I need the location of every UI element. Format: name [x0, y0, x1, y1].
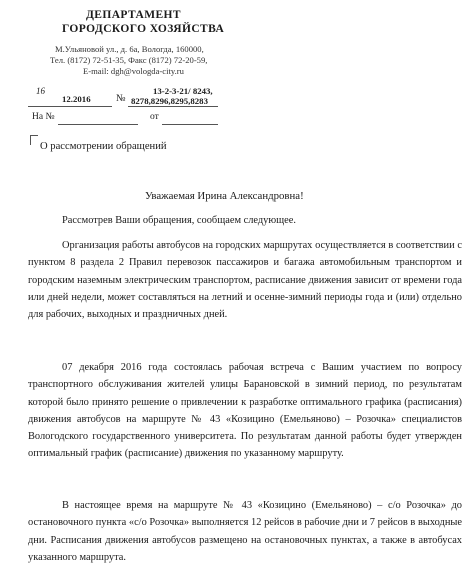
- paragraph-schedule: В настоящее время на маршруте № 43 «Козицино (Емельяново) – с/о Розочка» до остановочного пункта «с/о Розочка» выполняется 12 рейсов в рабочие дни и 7 рейсов в выходные дни. Расписания движения автобусов размещено на остановочных пунктах, а также в автобусах указанного маршрута.: [28, 500, 462, 563]
- number-line1: 13-2-3-21/ 8243,: [153, 86, 213, 96]
- paragraph-rules: Организация работы автобусов на городских маршрутах осуществляется в соответствии с пунктом 8 раздела 2 Правил перевозок пассажиров и багажа автомобильным транспортом и городским наземным электрическим транспортом, расписание движения зависит от времени года или дней недели, может составляться на летний и осенне-зимний периоды года и (или) отдельно для рабочих, выходных и праздничных дней.: [28, 240, 462, 321]
- subject-bracket-top: [30, 135, 38, 136]
- paragraph-intro: Рассмотрев Ваши обращения, сообщаем следующее.: [62, 215, 296, 226]
- org-name-line1: ДЕПАРТАМЕНТ: [86, 9, 181, 21]
- org-email: E-mail: dgh@vologda-city.ru: [83, 66, 184, 76]
- ref-underline: [58, 124, 138, 125]
- number-underline: [128, 106, 218, 107]
- date-underline: [28, 106, 112, 107]
- date-rest: 12.2016: [62, 94, 91, 104]
- from-underline: [162, 124, 218, 125]
- date-day: 16: [36, 86, 45, 96]
- ref-label: На №: [32, 112, 55, 122]
- org-name-line2: ГОРОДСКОГО ХОЗЯЙСТВА: [62, 23, 225, 35]
- number-label: №: [116, 93, 126, 104]
- from-label: от: [150, 112, 159, 122]
- paragraph-meeting: 07 декабря 2016 года состоялась рабочая встреча с Вашим участием по вопросу транспортного обслуживания жителей улицы Барановской в зимний период, по результатам которой было принято решение о привлечении к разработке оптимального графика (расписания) движения автобусов на маршруте № 43 «Козицино (Емельяново) – Розочка» специалистов Вологодского государственного университета. По результатам данной работы будет утвержден оптимальный график (расписание) движения по указанному маршруту.: [28, 362, 462, 460]
- org-address: М.Ульяновой ул., д. 6а, Вологда, 160000,: [55, 44, 204, 54]
- org-phone-fax: Тел. (8172) 72-51-35, Факс (8172) 72-20-59,: [50, 55, 208, 65]
- number-line2: 8278,8296,8295,8283: [131, 96, 208, 106]
- salutation: Уважаемая Ирина Александровна!: [145, 190, 304, 202]
- subject-bracket-side: [30, 135, 31, 145]
- subject: О рассмотрении обращений: [40, 141, 167, 152]
